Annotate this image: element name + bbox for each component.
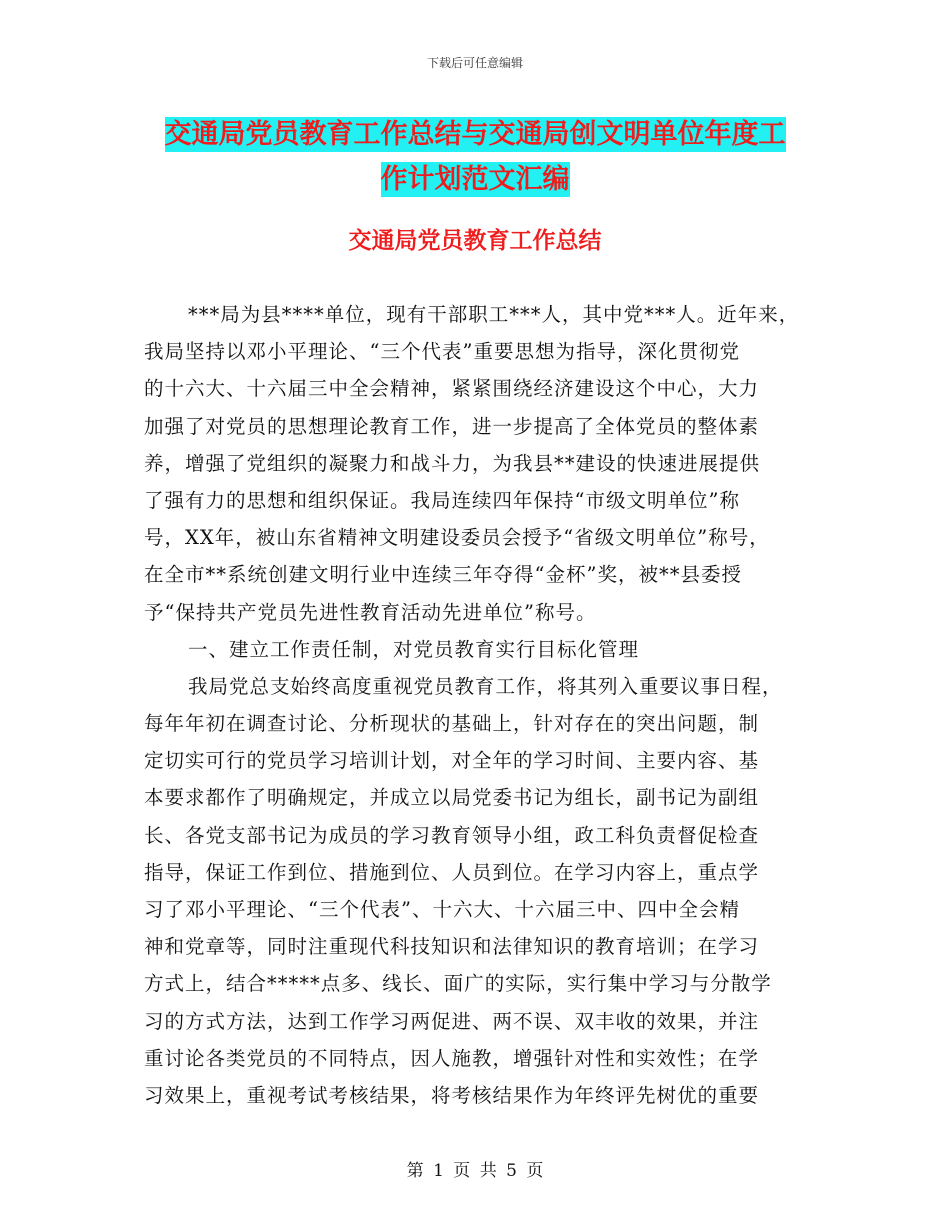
subsection-heading: 一、建立工作责任制，对党员教育实行目标化管理 xyxy=(188,637,640,661)
body-line: 号，XX年，被山东省精神文明建设委员会授予“省级文明单位”称号， xyxy=(144,526,770,550)
document-title-text-1: 交通局党员教育工作总结与交通局创文明单位年度工 xyxy=(164,119,786,150)
body-line: ***局为县****单位，现有干部职工***人，其中党***人。近年来， xyxy=(188,303,800,326)
body-line: 定切实可行的党员学习培训计划，对全年的学习时间、主要内容、基 xyxy=(144,749,760,773)
body-line: 了强有力的思想和组织保证。我局连续四年保持“市级文明单位”称 xyxy=(144,488,740,512)
body-line: 神和党章等，同时注重现代科技知识和法律知识的教育培训；在学习 xyxy=(144,935,760,959)
body-line: 重讨论各类党员的不同特点，因人施教，增强针对性和实效性；在学 xyxy=(144,1046,760,1070)
body-line: 习了邓小平理论、“三个代表”、十六大、十六届三中、四中全会精 xyxy=(144,898,740,921)
document-title-text-2: 作计划范文汇编 xyxy=(380,164,570,195)
page-footer: 第 1 页 共 5 页 xyxy=(406,1161,544,1181)
document-body xyxy=(144,296,824,1114)
document-title-line-2 xyxy=(0,157,950,196)
body-line: 习的方式方法，达到工作学习两促进、两不误、双丰收的效果，并注 xyxy=(144,1009,760,1033)
body-line: 予“保持共产党员先进性教育活动先进单位”称号。 xyxy=(144,600,597,624)
body-line: 每年年初在调查讨论、分析现状的基础上，针对存在的突出问题，制 xyxy=(144,712,760,736)
body-line: 我局坚持以邓小平理论、“三个代表”重要思想为指导，深化贯彻党 xyxy=(144,340,740,364)
body-line: 加强了对党员的思想理论教育工作，进一步提高了全体党员的整体素 xyxy=(144,414,760,438)
body-line: 的十六大、十六届三中全会精神，紧紧围绕经济建设这个中心，大力 xyxy=(144,377,760,401)
section-title: 交通局党员教育工作总结 xyxy=(348,228,602,254)
body-line: 指导，保证工作到位、措施到位、人员到位。在学习内容上，重点学 xyxy=(144,860,760,884)
body-line: 方式上，结合*****点多、线长、面广的实际，实行集中学习与分散学 xyxy=(144,972,772,996)
body-line: 习效果上，重视考试考核结果，将考核结果作为年终评先树优的重要 xyxy=(144,1083,760,1107)
body-line: 我局党总支始终高度重视党员教育工作，将其列入重要议事日程， xyxy=(188,674,783,698)
body-line: 养，增强了党组织的凝聚力和战斗力，为我县**建设的快速进展提供 xyxy=(144,451,761,475)
body-line: 本要求都作了明确规定，并成立以局党委书记为组长，副书记为副组 xyxy=(144,786,760,810)
document-title-line-1 xyxy=(0,112,950,151)
body-line: 在全市**系统创建文明行业中连续三年夺得“金杯”奖，被**县委授 xyxy=(144,563,742,587)
page-header-note: 下载后可任意编辑 xyxy=(426,56,523,70)
body-line: 长、各党支部书记为成员的学习教育领导小组，政工科负责督促检查 xyxy=(144,823,760,847)
